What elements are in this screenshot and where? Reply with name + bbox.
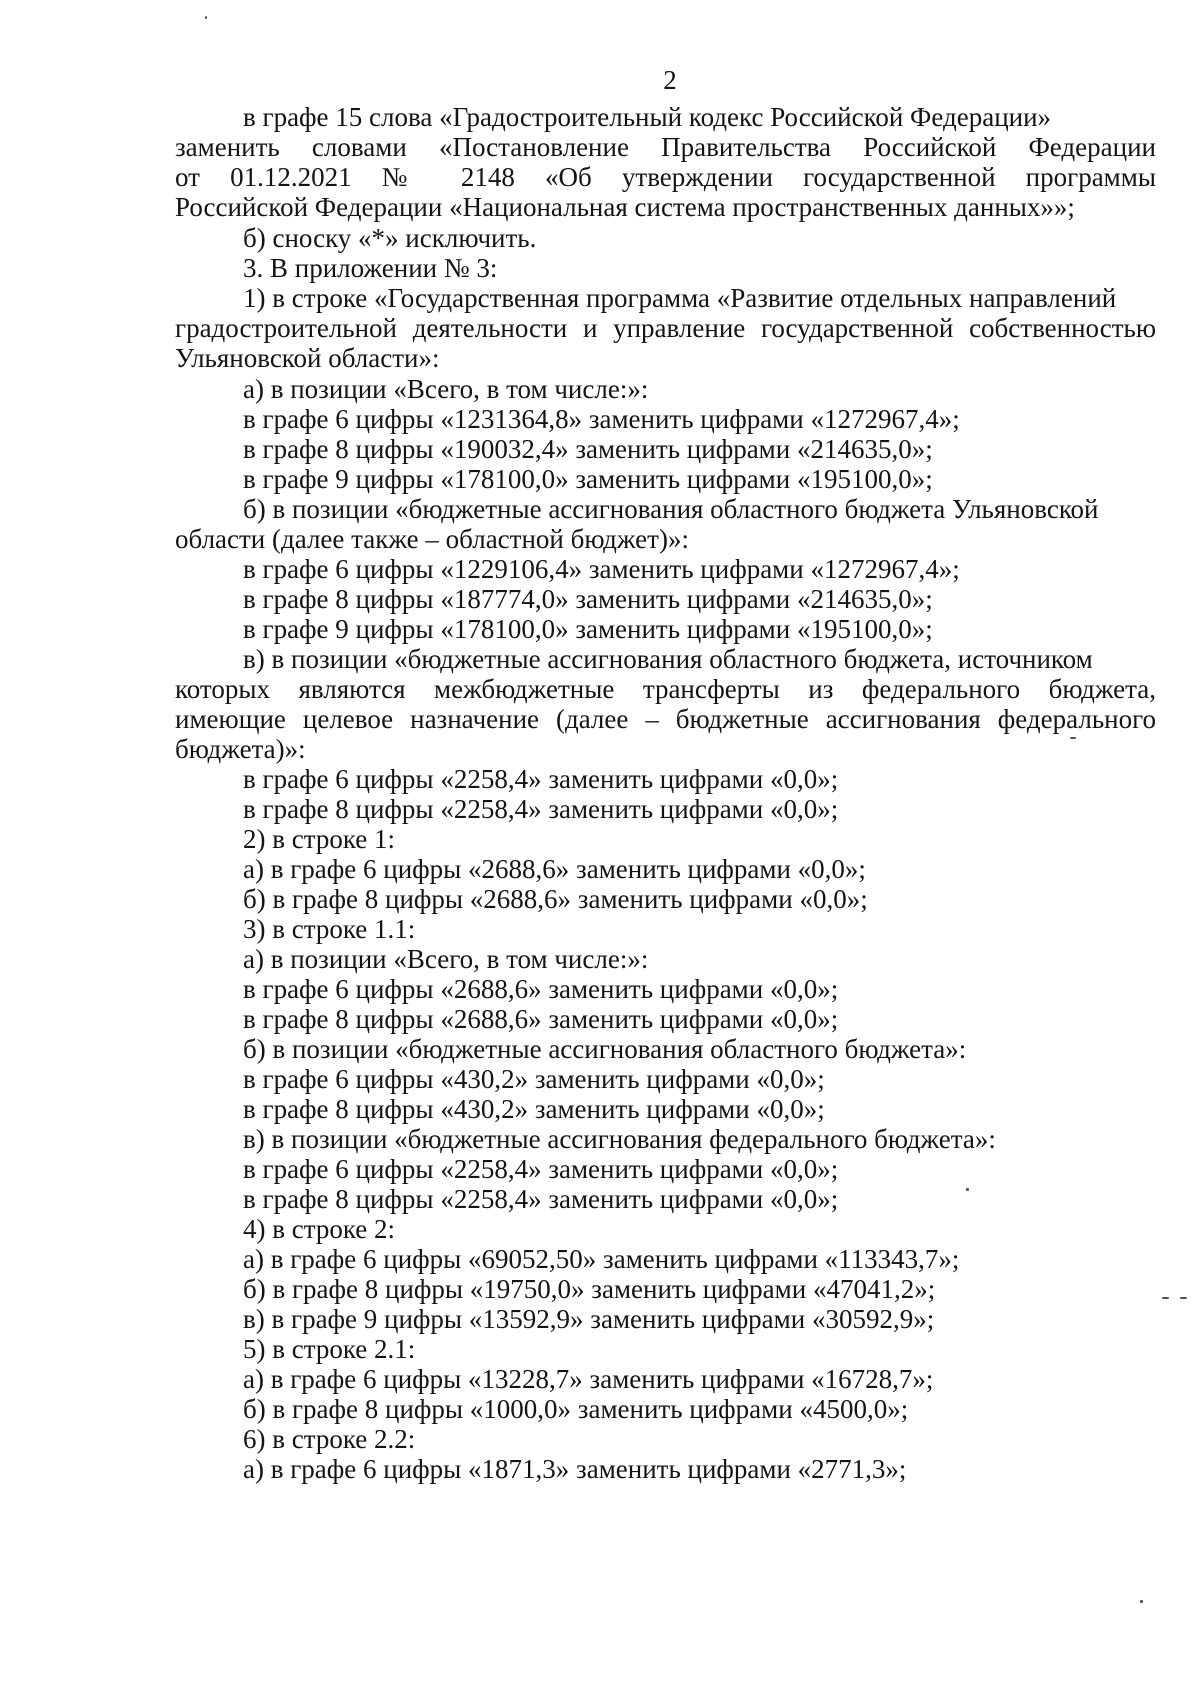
text-line: в графе 8 цифры «2688,6» заменить цифрами «0,0»; <box>243 1004 839 1034</box>
text-line: 3) в строке 1.1: <box>243 914 416 944</box>
text-line: б) в графе 8 цифры «19750,0» заменить цифрами «47041,2»; <box>243 1274 936 1304</box>
text-line: которых являются межбюджетные трансферты из федерального бюджета, <box>175 674 1156 704</box>
text-line: б) в графе 8 цифры «2688,6» заменить цифрами «0,0»; <box>243 884 868 914</box>
text-line: в графе 6 цифры «2258,4» заменить цифрами «0,0»; <box>243 764 839 794</box>
text-line: б) сноску «*» исключить. <box>243 223 537 253</box>
text-line: Российской Федерации «Национальная система пространственных данных»»; <box>175 192 1075 222</box>
text-line: в графе 6 цифры «1231364,8» заменить цифрами «1272967,4»; <box>243 404 960 434</box>
text-line: а) в графе 6 цифры «1871,3» заменить цифрами «2771,3»; <box>243 1454 907 1484</box>
text-line: в графе 6 цифры «2258,4» заменить цифрами «0,0»; <box>243 1154 839 1184</box>
text-line: б) в графе 8 цифры «1000,0» заменить цифрами «4500,0»; <box>243 1394 909 1424</box>
text-line: области (далее также – областной бюджет)»: <box>175 524 689 554</box>
text-line: в графе 8 цифры «187774,0» заменить цифрами «214635,0»; <box>243 584 933 614</box>
text-line: в графе 9 цифры «178100,0» заменить цифрами «195100,0»; <box>243 464 933 494</box>
text-line: 5) в строке 2.1: <box>243 1334 416 1364</box>
text-line: градостроительной деятельности и управление государственной собственностью <box>175 313 1156 343</box>
text-line: в графе 6 цифры «2688,6» заменить цифрами «0,0»; <box>243 974 839 1004</box>
text-line: 2) в строке 1: <box>243 824 396 854</box>
text-line: от 01.12.2021 № 2148 «Об утверждении государственной программы <box>175 162 1156 192</box>
text-line: в графе 8 цифры «190032,4» заменить цифрами «214635,0»; <box>243 434 933 464</box>
text-line: 4) в строке 2: <box>243 1214 396 1244</box>
text-line: в графе 8 цифры «2258,4» заменить цифрами «0,0»; <box>243 1184 839 1214</box>
text-line: 3. В приложении № 3: <box>243 253 498 283</box>
scan-speck <box>1180 1297 1187 1299</box>
text-line: 6) в строке 2.2: <box>243 1424 416 1454</box>
text-line: имеющие целевое назначение (далее – бюджетные ассигнования федерального <box>175 704 1156 734</box>
text-line: в графе 6 цифры «430,2» заменить цифрами «0,0»; <box>243 1064 825 1094</box>
text-line: в графе 15 слова «Градостроительный кодекс Российской Федерации» <box>243 102 1052 132</box>
text-line: в графе 8 цифры «430,2» заменить цифрами «0,0»; <box>243 1094 825 1124</box>
text-line: заменить словами «Постановление Правительства Российской Федерации <box>175 132 1156 162</box>
text-line: а) в позиции «Всего, в том числе:»: <box>243 374 649 404</box>
text-line: бюджета)»: <box>175 734 306 764</box>
text-line: в графе 9 цифры «178100,0» заменить цифрами «195100,0»; <box>243 614 933 644</box>
scan-speck <box>205 16 207 19</box>
text-line: б) в позиции «бюджетные ассигнования областного бюджета»: <box>243 1034 967 1064</box>
text-line: 1) в строке «Государственная программа «Развитие отдельных направлений <box>243 283 1117 313</box>
scan-speck <box>1162 1297 1169 1299</box>
text-line: а) в графе 6 цифры «69052,50» заменить цифрами «113343,7»; <box>243 1244 960 1274</box>
text-line: в графе 6 цифры «1229106,4» заменить цифрами «1272967,4»; <box>243 554 960 584</box>
text-line: в) в позиции «бюджетные ассигнования федерального бюджета»: <box>243 1124 996 1154</box>
scan-speck <box>1140 1600 1143 1603</box>
scan-speck <box>1070 737 1076 739</box>
text-line: а) в графе 6 цифры «2688,6» заменить цифрами «0,0»; <box>243 854 866 884</box>
scan-speck <box>966 1188 969 1191</box>
text-line: а) в графе 6 цифры «13228,7» заменить цифрами «16728,7»; <box>243 1364 934 1394</box>
text-line: Ульяновской области»: <box>175 343 440 373</box>
text-line: в) в позиции «бюджетные ассигнования областного бюджета, источником <box>243 644 1093 674</box>
text-line: в) в графе 9 цифры «13592,9» заменить цифрами «30592,9»; <box>243 1304 935 1334</box>
text-line: в графе 8 цифры «2258,4» заменить цифрами «0,0»; <box>243 794 839 824</box>
text-line: б) в позиции «бюджетные ассигнования областного бюджета Ульяновской <box>243 494 1099 524</box>
text-line: а) в позиции «Всего, в том числе:»: <box>243 944 649 974</box>
page-number: 2 <box>663 65 677 95</box>
